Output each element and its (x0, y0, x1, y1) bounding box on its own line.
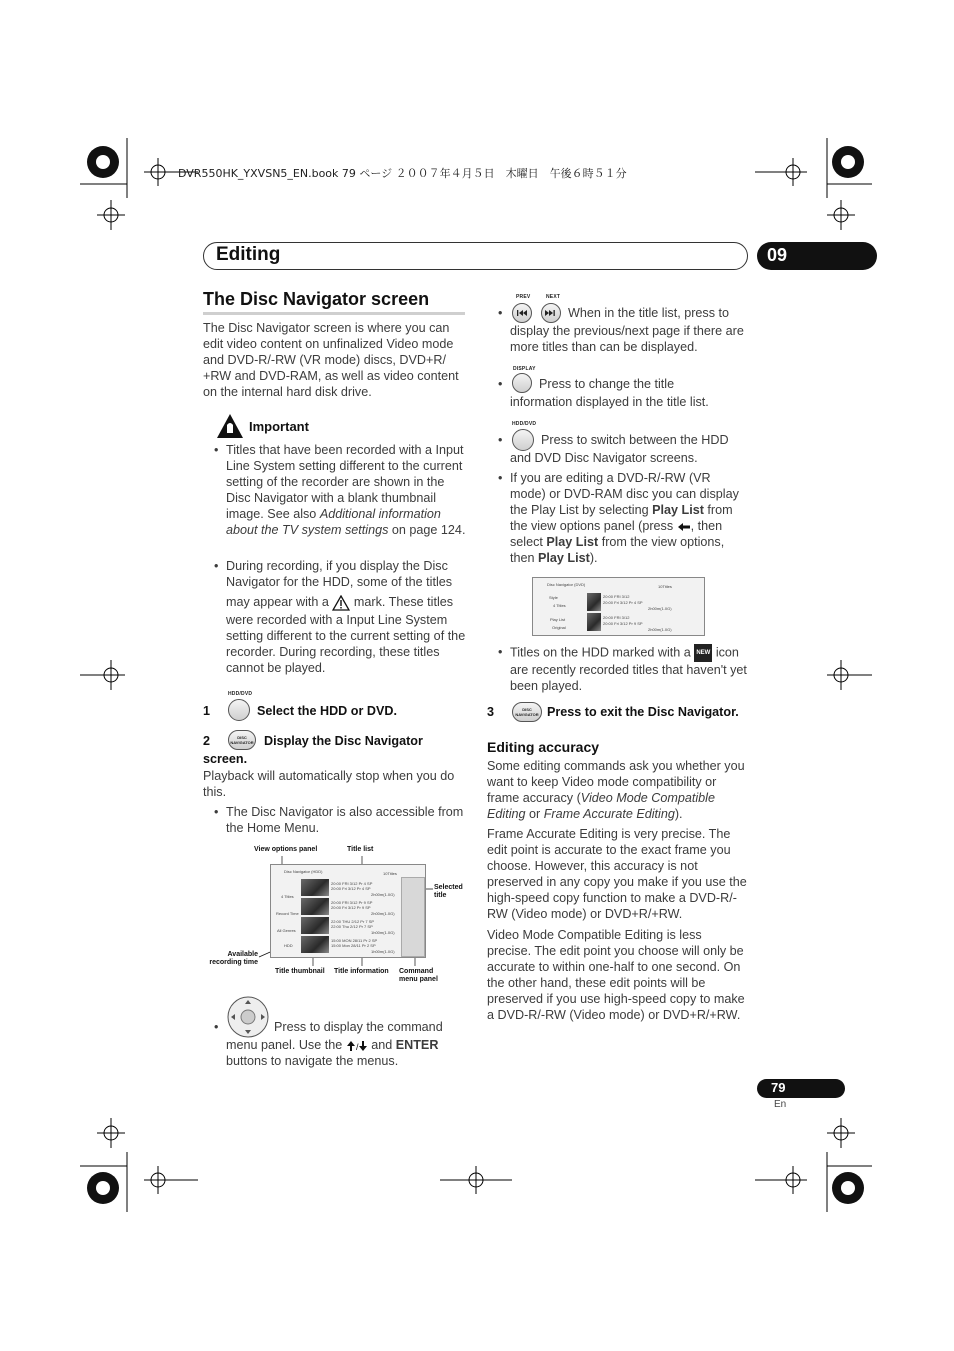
step-1-number: 1 (203, 704, 211, 718)
step-2-bullet: • The Disc Navigator is also accessible from the Home Menu. (214, 805, 464, 835)
selected-title-caption: Selected title (434, 884, 463, 899)
command-menu-panel (401, 877, 425, 957)
shot-r2b: 20:00 Fri 3/12 Pr 9 SP (603, 621, 643, 626)
shot-side-1: Style (549, 595, 558, 600)
screen-side-2: Record Time (276, 911, 299, 916)
step-3-number: 3 (487, 705, 495, 719)
important-bullet-2-line: may appear with a mark. These titles (226, 595, 454, 609)
display-button-label: DISPLAY (513, 366, 536, 372)
shot-side-4: Original (552, 625, 566, 630)
screen-row1a: 20:00 FRI 3/12 Pr 4 SP (331, 881, 373, 886)
warning-triangle-icon (332, 595, 350, 611)
important-bullet-2-rest: were recorded with a Input Line System setting different to the current setting of the recorder. During recording, these titles cannot be played. (226, 613, 466, 675)
page-heading: The Disc Navigator screen (203, 289, 430, 309)
step-2-text-cont: screen. (203, 752, 248, 766)
command-menu-caption: Command menu panel (399, 968, 438, 983)
page-number: 79 (771, 1080, 786, 1095)
available-time-caption: Available recording time (209, 951, 258, 966)
screen-row3b: 22:00 Thu 2/12 Pr 7 SP (331, 924, 373, 929)
important-bullet-1: • Titles that have been recorded with a Input Line System setting different to the current setting of the recorder are shown in the Disc Navigator with a blank thumbnail image. See also Additional information about the TV system settings on page 124. (214, 443, 466, 537)
svg-text:/: / (355, 1041, 359, 1052)
shot-title: Disc Navigator (DVD) (547, 582, 586, 587)
shot-r1a: 20:00 FRI 3/12 (603, 594, 630, 599)
prev-button-label: PREV (516, 294, 531, 300)
book-header: DVR550HK_YXVSN5_EN.book 79 ページ ２００７年４月５日 木曜日 午後６時５１分 (178, 167, 627, 180)
section-title: Editing (216, 244, 281, 265)
important-title: Important (249, 419, 309, 434)
view-options-caption: View options panel (254, 846, 318, 853)
shot-r1b: 20:00 Fri 3/12 Pr 4 SP (603, 600, 643, 605)
screen-count: 10Titles (383, 871, 397, 876)
shot-r2a: 20:00 FRI 3/12 (603, 615, 630, 620)
prev-next-bullet-text1: When in the title list, press to (568, 306, 729, 320)
new-icon-bullet: • Titles on the HDD marked with a NEW icon are recently recorded titles that haven't yet been played. (498, 645, 747, 693)
section-bar (203, 242, 748, 270)
disc-navigator-button-label-2: DISC NAVIGATOR (515, 707, 539, 717)
intro-paragraph: The Disc Navigator screen is where you can edit video content on unfinalized Video mode and DVD-R/-RW (VR mode) discs, DVD+R/ +RW and DVD-RAM, as well as video content on the internal hard disk drive. (203, 321, 459, 399)
title-list-caption: Title list (347, 846, 374, 853)
screen-row2b: 20:00 Fri 3/12 Pr 9 SP (331, 905, 371, 910)
shot-r2c: 2h00m(1.0G) (648, 627, 672, 632)
editing-accuracy-p2: Frame Accurate Editing is very precise. The edit point is accurate to the exact frame you choose. However, this accuracy is not preserved in any copy you make if you use the high-speed copy function to make a DVD-R/-RW (Video mode) or DVD+R/+RW. (487, 827, 747, 921)
title-thumbnail-caption: Title thumbnail (275, 968, 325, 975)
new-icon: NEW (694, 644, 712, 662)
hdd-dvd-button-icon-2 (512, 429, 534, 451)
enter-bullet-line3: buttons to navigate the menus. (226, 1054, 399, 1068)
screen-title: Disc Navigator (HDD) (284, 869, 323, 874)
step-2-description: Playback will automatically stop when you do this. (203, 769, 455, 799)
screen-row3a: 22:00 THU 2/12 Pr 7 SP (331, 919, 375, 924)
screen-row4a: 15:00 MON 28/11 Pr 2 SP (331, 938, 378, 943)
playlist-bullet: • If you are editing a DVD-R/-RW (VR mode) or DVD-RAM disc you can display the Play List by selecting Play List from the view options panel (press , then select Play List from the view options, then Play List). (498, 471, 739, 565)
screen-side-4: HDD (284, 943, 293, 948)
screen-row1c: 2h00m(1.0G) (371, 892, 395, 897)
disc-navigator-screenshot (270, 864, 426, 958)
prev-next-bullet-text2: display the previous/next page if there are more titles than can be displayed. (510, 324, 744, 354)
display-button-icon (512, 373, 532, 393)
screen-row2c: 2h00m(1.0G) (371, 911, 395, 916)
step-1-text: Select the HDD or DVD. (257, 704, 397, 718)
screen-side-1: 4 Titles (281, 894, 294, 899)
hdd-dvd-button-label: HDD/DVD (228, 691, 253, 697)
up-down-arrow-icon (346, 1040, 368, 1052)
heading-rule (203, 312, 465, 315)
step-3-text: Press to exit the Disc Navigator. (547, 705, 739, 719)
play-list-screenshot (532, 577, 705, 636)
editing-accuracy-heading: Editing accuracy (487, 739, 600, 755)
screen-row4b: 15:00 Mon 28/11 Pr 2 SP (331, 943, 376, 948)
enter-bullet-line2: menu panel. Use the / and ENTER (226, 1038, 439, 1052)
hdd-dvd-button-icon (228, 699, 250, 721)
hdd-dvd-label-2: HDD/DVD (512, 421, 537, 427)
shot-r1c: 2h00m(1.0G) (648, 606, 672, 611)
joystick-enter-icon (226, 995, 270, 1039)
left-arrow-icon (677, 522, 691, 532)
screen-row3c: 1h00m(1.0G) (371, 930, 395, 935)
prev-next-glyph-icon (512, 303, 562, 323)
page-language: En (774, 1099, 787, 1110)
screen-row2a: 20:00 FRI 3/12 Pr 9 SP (331, 900, 373, 905)
screen-row4c: 1h00m(1.0G) (371, 949, 395, 954)
important-bullet-2: • During recording, if you display the Disc Navigator for the HDD, some of the titles (214, 559, 453, 589)
step-2-text: Display the Disc Navigator (264, 734, 423, 748)
shot-count: 10Titles (658, 584, 672, 589)
hdd-bullet-text1: Press to switch between the HDD (541, 433, 729, 447)
title-information-caption: Title information (334, 968, 389, 975)
display-bullet-text1: Press to change the title (539, 377, 675, 391)
next-button-label: NEXT (546, 294, 561, 300)
step-2-number: 2 (203, 734, 211, 748)
display-bullet-text2: information displayed in the title list. (510, 395, 709, 409)
editing-accuracy-p1: Some editing commands ask you whether you want to keep Video mode compatibility or frame accuracy (Video Mode Compatible Editing or Frame Accurate Editing). (487, 759, 745, 821)
editing-accuracy-p3: Video Mode Compatible Editing is less precise. The edit point you choose will only be accurate to within one-half to one second. On the other hand, these edit points will be preserved if you use high-speed copy to make a DVD-R/-RW (Video mode) or DVD+R/+RW. (487, 928, 745, 1022)
shot-side-3: Play List (550, 617, 566, 622)
hdd-bullet-text2: and DVD Disc Navigator screens. (510, 451, 698, 465)
important-icon (216, 413, 244, 439)
screen-row1b: 20:00 Fri 3/12 Pr 4 SP (331, 886, 371, 891)
enter-bullet-line1: • Press to display the command (214, 1020, 443, 1034)
shot-side-2: 4 Titles (553, 603, 566, 608)
disc-navigator-button-label: DISC NAVIGATOR (230, 735, 254, 745)
chapter-number: 09 (767, 245, 788, 265)
screen-side-3: All Genres (277, 928, 296, 933)
